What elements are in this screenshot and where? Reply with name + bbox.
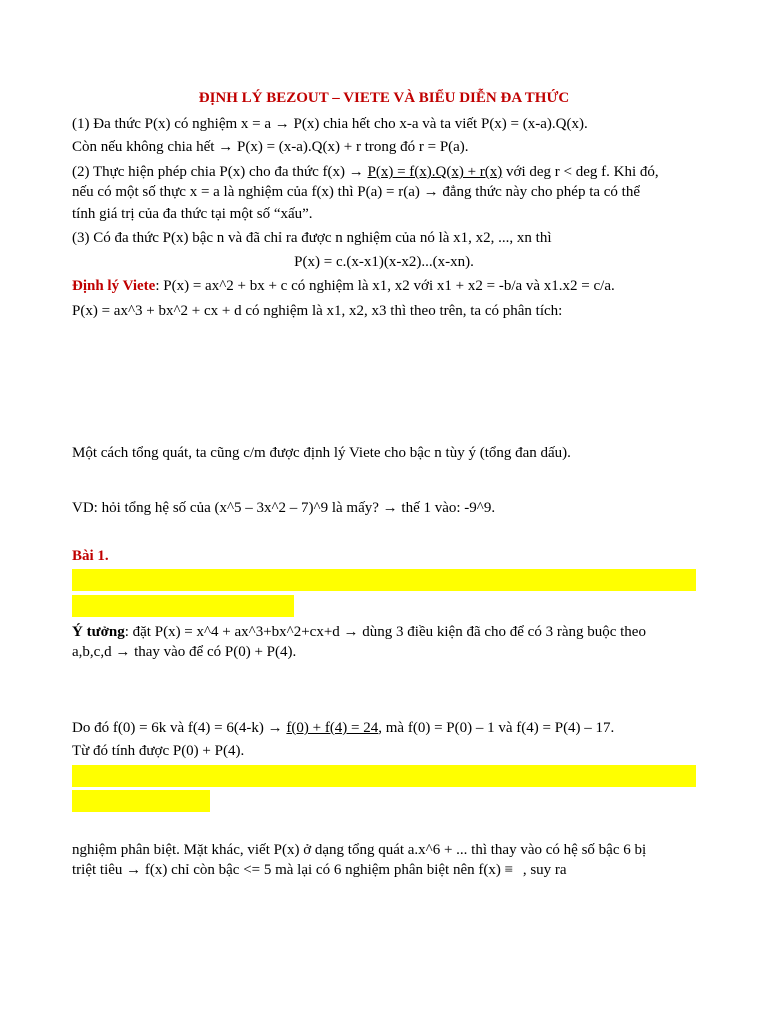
highlight-bar bbox=[72, 569, 696, 591]
highlight-bar bbox=[72, 765, 696, 787]
viete-label: Định lý Viete bbox=[72, 278, 156, 294]
line-roots-1: (3) Có đa thức P(x) bậc n và đã chỉ ra được n nghiệm của nó là x1, x2, ..., xn thì bbox=[72, 230, 552, 246]
text: đẳng thức này cho phép ta có thể bbox=[442, 184, 641, 200]
text: a,b,c,d bbox=[72, 644, 112, 660]
text: nếu có một số thực x = a là nghiệm của f(x) thì P(a) = r(a) bbox=[72, 184, 420, 200]
line-bezout-1 bbox=[72, 114, 696, 134]
line-o-2: nghiệm phân biệt. Mặt khác, viết P(x) ở dạng tổng quát a.x^6 + ... thì thay vào có hệ số bậc 6 bị bbox=[72, 842, 647, 858]
line-tu: Từ đó tính được P(0) + P(4). bbox=[72, 743, 245, 759]
line-division-3: tính giá trị của đa thức tại một số “xấu”. bbox=[72, 206, 313, 222]
arrow-icon: → bbox=[267, 720, 283, 736]
text: dùng 3 điều kiện đã cho để có 3 ràng buộc theo bbox=[362, 624, 646, 640]
page-title: ĐỊNH LÝ BEZOUT – VIETE VÀ BIỂU DIỄN ĐA THỨC bbox=[198, 90, 570, 106]
arrow-icon: → bbox=[274, 116, 290, 132]
arrow-icon: → bbox=[343, 624, 359, 640]
text: Do đó f(0) = 6k và f(4) = 6(4-k) bbox=[72, 720, 264, 736]
arrow-icon: → bbox=[115, 644, 131, 660]
text: P(x) chia hết cho x-a và ta viết P(x) = (x-a).Q(x). bbox=[293, 116, 588, 132]
line-idea-1 bbox=[72, 622, 696, 642]
text: P(x) = (x-a).Q(x) + r trong đó r = P(a). bbox=[236, 139, 469, 155]
line-idea-2 bbox=[72, 642, 696, 662]
line-bezout-1b bbox=[72, 137, 696, 157]
text: f(x) chỉ còn bậc <= 5 mà lại có 6 nghiệm phân biệt nên f(x) bbox=[144, 862, 501, 878]
text: VD: hỏi tổng hệ số của (x^5 – 3x^2 – 7)^9 là mấy? bbox=[72, 500, 379, 516]
line-division-2 bbox=[72, 182, 696, 202]
arrow-icon: → bbox=[218, 139, 234, 155]
line-viete-1 bbox=[72, 276, 696, 296]
line-roots-2: P(x) = c.(x-x1)(x-x2)...(x-xn). bbox=[294, 254, 474, 270]
text: , mà f(0) = P(0) – 1 và f(4) = P(4) – 17. bbox=[378, 720, 615, 736]
exercise-title: Bài 1. bbox=[72, 548, 109, 564]
text: Còn nếu không chia hết bbox=[72, 139, 215, 155]
text: thay vào để có P(0) + P(4). bbox=[134, 644, 297, 660]
line-example bbox=[72, 498, 696, 518]
text: : P(x) = ax^2 + bx + c có nghiệm là x1, x2 với x1 + x2 = -b/a và x1.x2 = c/a. bbox=[155, 278, 615, 294]
highlight-bar bbox=[72, 790, 210, 812]
text: với deg r < deg f. Khi đó, bbox=[506, 164, 659, 180]
idea-label: Ý tưởng bbox=[72, 624, 125, 640]
line-do bbox=[72, 718, 696, 738]
arrow-icon: → bbox=[126, 862, 142, 878]
line-o-3 bbox=[72, 860, 696, 880]
arrow-icon: → bbox=[423, 184, 439, 200]
line-division-1 bbox=[72, 162, 696, 182]
text: , suy ra bbox=[522, 862, 567, 878]
key-result: f(0) + f(4) = 24 bbox=[286, 720, 379, 736]
text: : đặt P(x) = x^4 + ax^3+bx^2+cx+d bbox=[124, 624, 340, 640]
equiv-icon: ≡ bbox=[504, 862, 514, 878]
text: triệt tiêu bbox=[72, 862, 123, 878]
arrow-icon: → bbox=[348, 164, 364, 180]
highlight-bar bbox=[72, 595, 294, 617]
text: (1) Đa thức P(x) có nghiệm x = a bbox=[72, 116, 272, 132]
division-identity: P(x) = f(x).Q(x) + r(x) bbox=[367, 164, 503, 180]
arrow-icon: → bbox=[382, 500, 398, 516]
line-general-1: Một cách tổng quát, ta cũng c/m được định lý Viete cho bậc n tùy ý (tổng đan dấu). bbox=[72, 445, 571, 461]
text: thế 1 vào: -9^9. bbox=[401, 500, 496, 516]
line-viete-2: P(x) = ax^3 + bx^2 + cx + d có nghiệm là x1, x2, x3 thì theo trên, ta có phân tích: bbox=[72, 303, 563, 319]
text: (2) Thực hiện phép chia P(x) cho đa thức f(x) bbox=[72, 164, 345, 180]
